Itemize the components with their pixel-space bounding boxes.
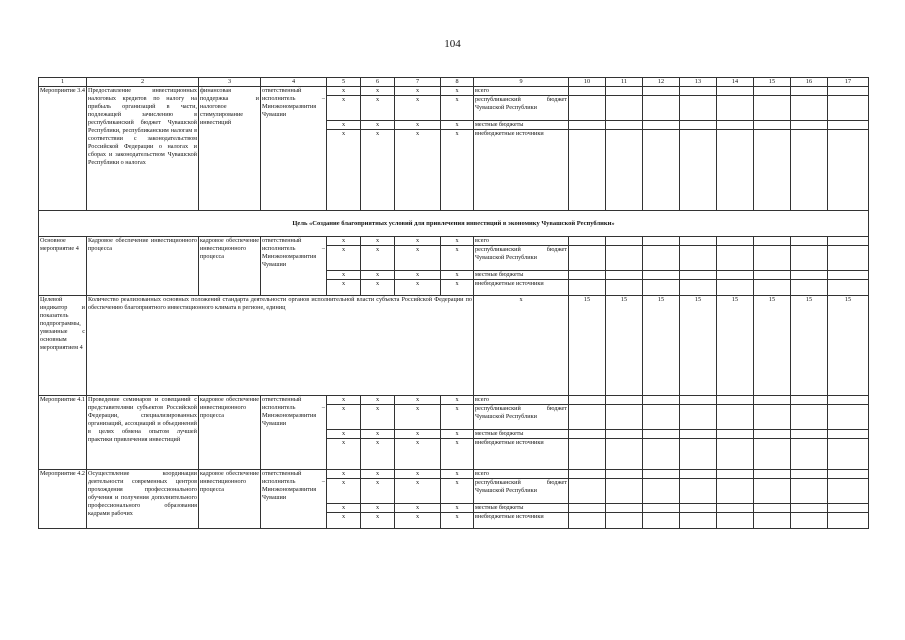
indicator-value: 15 — [643, 296, 680, 396]
m34-total-row — [39, 87, 869, 96]
cell-x: x — [361, 396, 395, 405]
m34-description: Предоставление инвестиционных налоговых кредитов по налогу на прибыль организаций в части, подлежащей зачислению в республиканский бюджет Чувашской Республики, республиканским налогам в соответствии с законодательством Российской Федерации о налогах и сборах и законодательством Чувашской Республики о налогах — [87, 87, 199, 211]
indicator-value: 15 — [680, 296, 717, 396]
col-number: 15 — [754, 78, 791, 87]
cell-x: x — [441, 430, 474, 439]
cell-x: x — [327, 237, 361, 246]
m41-total-row — [39, 396, 869, 405]
cell-x: x — [441, 504, 474, 513]
m42-total-row — [39, 470, 869, 479]
col-number: 16 — [791, 78, 828, 87]
col-number: 9 — [474, 78, 569, 87]
col-number: 10 — [569, 78, 606, 87]
col-number: 14 — [717, 78, 754, 87]
cell-x: x — [395, 405, 441, 430]
cell-x: x — [327, 130, 361, 211]
cell-x: x — [327, 405, 361, 430]
indicator-description: Количество реализованных основных положений стандарта деятельности органов исполнительной власти субъекта Российской Федерации по обеспечению благоприятного инвестиционного климата в регионе, единиц — [87, 296, 474, 396]
m41-executor: ответственный исполнитель – Минэкономразвития Чувашии — [261, 396, 327, 470]
m34-number: Мероприятие 3.4 — [39, 87, 87, 211]
indicator-value: 15 — [569, 296, 606, 396]
col-number: 7 — [395, 78, 441, 87]
cell-x: x — [361, 405, 395, 430]
cell-x: x — [395, 87, 441, 96]
source-total: всего — [474, 396, 569, 405]
goal-heading: Цель «Создание благоприятных условий для привлечения инвестиций в экономику Чувашской Республики» — [39, 211, 869, 237]
cell-x: x — [361, 470, 395, 479]
m42-number: Мероприятие 4.2 — [39, 470, 87, 529]
cell-x: x — [441, 470, 474, 479]
cell-x: x — [395, 396, 441, 405]
cell-x: x — [361, 246, 395, 271]
indicator-value: 15 — [606, 296, 643, 396]
col-number: 5 — [327, 78, 361, 87]
cell-x: x — [361, 96, 395, 121]
cell-x: x — [395, 479, 441, 504]
cell-x: x — [361, 504, 395, 513]
cell-x: x — [361, 280, 395, 296]
cell-x: x — [441, 280, 474, 296]
col-number: 11 — [606, 78, 643, 87]
cell-x: x — [441, 246, 474, 271]
cell-x: x — [361, 237, 395, 246]
cell-x: x — [327, 430, 361, 439]
main4-task: кадровое обеспечение инвестиционного процесса — [199, 237, 261, 296]
source-local: местные бюджеты — [474, 271, 569, 280]
cell-x: x — [327, 246, 361, 271]
source-republic: республиканский бюджет Чувашской Республики — [474, 96, 569, 121]
source-total: всего — [474, 237, 569, 246]
cell-x: x — [327, 396, 361, 405]
budget-table — [38, 77, 869, 529]
main4-description: Кадровое обеспечение инвестиционного процесса — [87, 237, 199, 296]
source-local: местные бюджеты — [474, 430, 569, 439]
source-republic: республиканский бюджет Чувашской Республики — [474, 405, 569, 430]
source-total: всего — [474, 470, 569, 479]
cell-x: x — [327, 439, 361, 470]
col-number: 3 — [199, 78, 261, 87]
cell-x: x — [395, 271, 441, 280]
col-number: 2 — [87, 78, 199, 87]
source-extra: внебюджетные источники — [474, 513, 569, 529]
cell-x: x — [474, 296, 569, 396]
source-extra: внебюджетные источники — [474, 130, 569, 211]
source-total: всего — [474, 87, 569, 96]
cell-x: x — [441, 130, 474, 211]
cell-x: x — [441, 96, 474, 121]
cell-x: x — [361, 271, 395, 280]
source-republic: республиканский бюджет Чувашской Республики — [474, 479, 569, 504]
cell-x: x — [395, 280, 441, 296]
m42-description: Осуществление координации деятельности современных центров прохождения профессионального обучения и получения дополнительного профессионального образования кадрами рабочих — [87, 470, 199, 529]
cell-x: x — [395, 470, 441, 479]
col-number: 17 — [828, 78, 869, 87]
col-number: 4 — [261, 78, 327, 87]
source-extra: внебюджетные источники — [474, 280, 569, 296]
cell-x: x — [441, 87, 474, 96]
column-numbers-row — [39, 78, 869, 87]
cell-x: x — [395, 246, 441, 271]
cell-x: x — [441, 271, 474, 280]
indicator-value: 15 — [791, 296, 828, 396]
m41-number: Мероприятие 4.1 — [39, 396, 87, 470]
cell-x: x — [327, 513, 361, 529]
cell-x: x — [441, 237, 474, 246]
col-number: 1 — [39, 78, 87, 87]
main4-number: Основное мероприятие 4 — [39, 237, 87, 296]
col-number: 13 — [680, 78, 717, 87]
source-local: местные бюджеты — [474, 504, 569, 513]
main4-executor: ответственный исполнитель – Минэкономразвития Чувашии — [261, 237, 327, 296]
m42-executor: ответственный исполнитель – Минэкономразвития Чувашии — [261, 470, 327, 529]
cell-x: x — [361, 513, 395, 529]
cell-x: x — [395, 439, 441, 470]
goal-row — [39, 211, 869, 237]
indicator-value: 15 — [717, 296, 754, 396]
cell-x: x — [327, 479, 361, 504]
cell-x: x — [441, 405, 474, 430]
cell-x: x — [327, 280, 361, 296]
cell-x: x — [441, 439, 474, 470]
cell-x: x — [327, 96, 361, 121]
cell-x: x — [327, 470, 361, 479]
cell-x: x — [441, 121, 474, 130]
cell-x: x — [361, 439, 395, 470]
main4-total-row — [39, 237, 869, 246]
m41-task: кадровое обеспечение инвестиционного процесса — [199, 396, 261, 470]
cell-x: x — [395, 96, 441, 121]
col-number: 12 — [643, 78, 680, 87]
cell-x: x — [395, 430, 441, 439]
cell-x: x — [395, 130, 441, 211]
cell-x: x — [441, 479, 474, 504]
cell-x: x — [327, 121, 361, 130]
indicator-row — [39, 296, 869, 396]
cell-x: x — [395, 121, 441, 130]
m41-description: Проведение семинаров и совещаний с представителями субъектов Российской Федерации, специализированных организаций, ассоциаций и объединений в целях обмена опытом лучшей практики привлечения инвестиций — [87, 396, 199, 470]
cell-x: x — [395, 504, 441, 513]
cell-x: x — [361, 130, 395, 211]
source-local: местные бюджеты — [474, 121, 569, 130]
page-number: 104 — [444, 38, 461, 50]
cell-x: x — [441, 513, 474, 529]
source-republic: республиканский бюджет Чувашской Республики — [474, 246, 569, 271]
cell-x: x — [327, 271, 361, 280]
m42-task: кадровое обеспечение инвестиционного процесса — [199, 470, 261, 529]
cell-x: x — [327, 87, 361, 96]
source-extra: внебюджетные источники — [474, 439, 569, 470]
col-number: 8 — [441, 78, 474, 87]
cell-x: x — [327, 504, 361, 513]
cell-x: x — [361, 121, 395, 130]
m34-task: финансовая поддержка и налоговое стимулирование инвестиций — [199, 87, 261, 211]
cell-x: x — [361, 430, 395, 439]
indicator-label: Целевой индикатор и показатель подпрограммы, увязанные с основным мероприятием 4 — [39, 296, 87, 396]
cell-x: x — [395, 237, 441, 246]
cell-x: x — [441, 396, 474, 405]
indicator-value: 15 — [828, 296, 869, 396]
cell-x: x — [361, 479, 395, 504]
cell-x: x — [361, 87, 395, 96]
col-number: 6 — [361, 78, 395, 87]
cell-x: x — [395, 513, 441, 529]
indicator-value: 15 — [754, 296, 791, 396]
m34-executor: ответственный исполнитель – Минэкономразвития Чувашии — [261, 87, 327, 211]
